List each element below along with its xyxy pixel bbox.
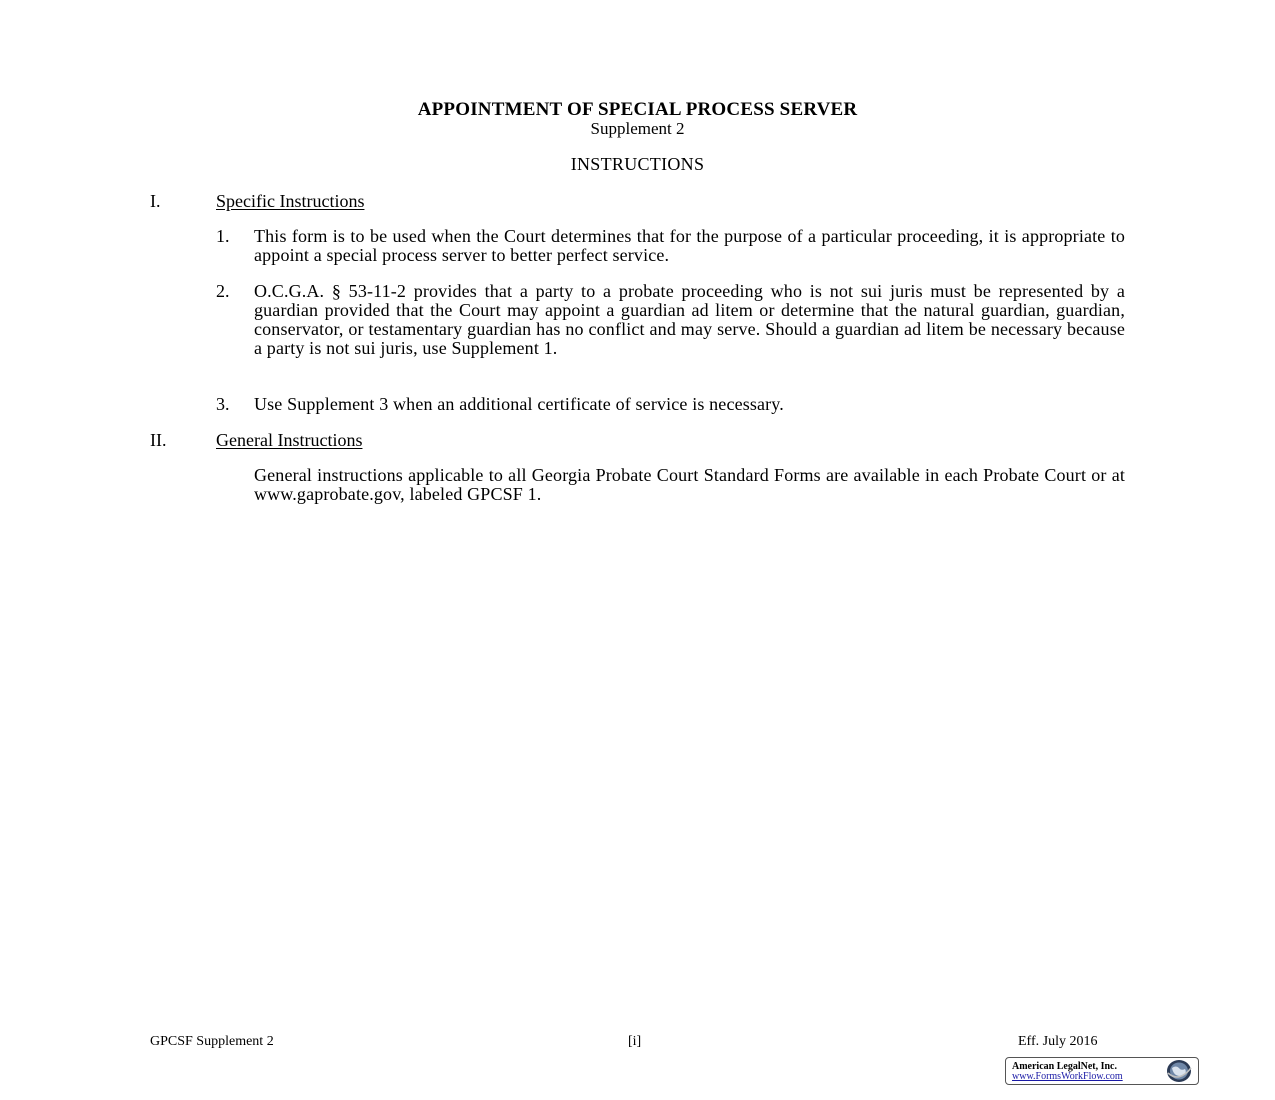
list-item-text: Use Supplement 3 when an additional certificate of service is necessary. xyxy=(254,394,784,414)
footer-effective-date: Eff. July 2016 xyxy=(1018,1034,1098,1049)
section-title: Specific Instructions xyxy=(216,191,365,211)
globe-icon xyxy=(1164,1059,1194,1083)
vendor-link[interactable]: www.FormsWorkFlow.com xyxy=(1012,1071,1123,1082)
form-subtitle: Supplement 2 xyxy=(590,119,685,138)
list-item-number: 1. xyxy=(216,226,230,246)
general-instructions-text: General instructions applicable to all Georgia Probate Court Standard Forms are available in each Probate Court or at www.gaprobate.gov, labeled GPCSF 1. xyxy=(254,465,1125,504)
footer-page-number: [i] xyxy=(628,1034,642,1049)
list-item-text: O.C.G.A. § 53-11-2 provides that a party to a probate proceeding who is not sui juris must be represented by a guardian provided that the Court may appoint a guardian ad litem or determine that the natural guardian, guardian, conservator, or testamentary guardian has no conflict and may serve. Should a guardian ad litem be necessary because a party is not sui juris, use Supplement 1. xyxy=(254,281,1125,358)
vendor-badge[interactable] xyxy=(1005,1057,1199,1085)
list-item-number: 3. xyxy=(216,394,230,414)
section-number: I. xyxy=(150,191,161,211)
section-title: General Instructions xyxy=(216,430,363,450)
section-number: II. xyxy=(150,430,167,450)
list-item-text: This form is to be used when the Court determines that for the purpose of a particular proceeding, it is appropriate to appoint a special process server to better perfect service. xyxy=(254,226,1125,265)
form-title: APPOINTMENT OF SPECIAL PROCESS SERVER xyxy=(417,99,858,120)
vendor-name: American LegalNet, Inc. xyxy=(1012,1061,1117,1072)
list-item-number: 2. xyxy=(216,281,230,301)
footer-form-id: GPCSF Supplement 2 xyxy=(150,1034,274,1049)
instructions-heading: INSTRUCTIONS xyxy=(570,154,705,174)
